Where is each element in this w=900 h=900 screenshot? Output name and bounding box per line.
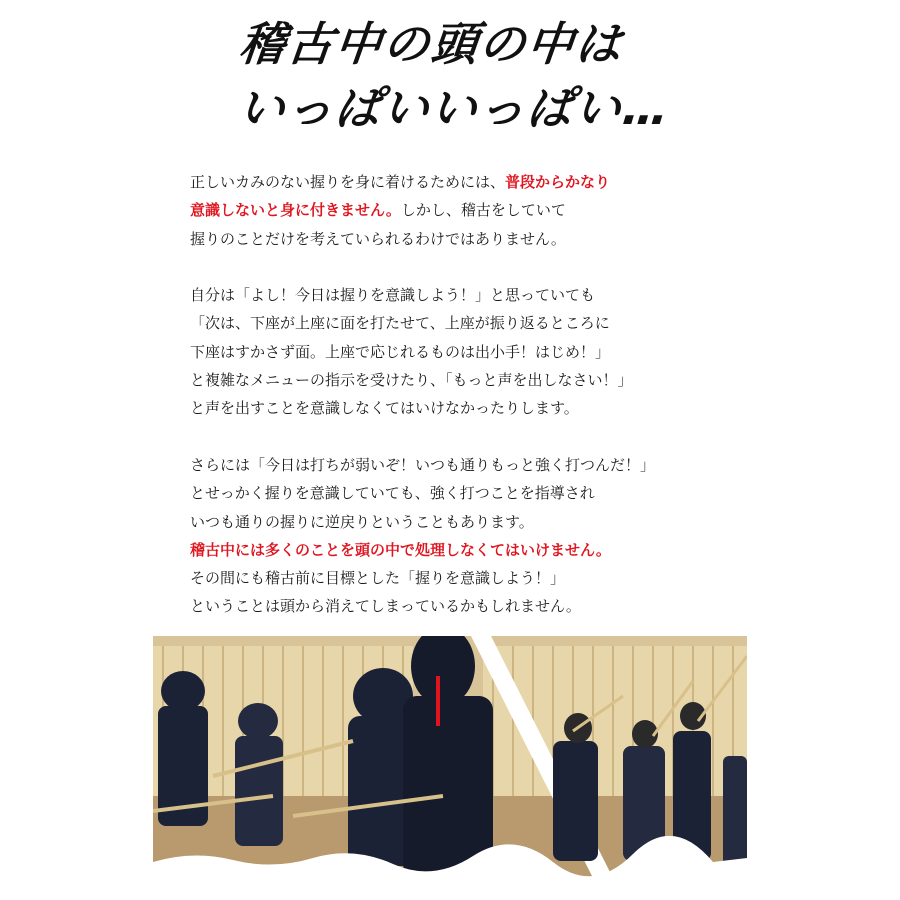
emphasis-text: 普段からかなり: [505, 173, 611, 191]
text-line: [190, 564, 750, 592]
text-line: [190, 394, 750, 422]
paragraph-3: [190, 451, 750, 621]
text-line: [190, 366, 750, 394]
text-line: [190, 479, 750, 507]
text-line: [190, 338, 750, 366]
text-line: [190, 309, 750, 337]
text-segment: その間にも稽古前に目標とした「握りを意識しよう！」: [190, 569, 566, 588]
body-text: [190, 168, 750, 649]
kendo-practice-photo: [153, 636, 747, 878]
text-segment: と声を出すことを意識しなくてはいけなかったりします。: [190, 399, 579, 418]
text-line: [190, 592, 750, 620]
text-line: [190, 168, 750, 196]
text-line: [190, 508, 750, 536]
text-line: [190, 196, 750, 224]
text-line: [190, 536, 750, 564]
text-segment: 下座はすかさず面。上座で応じれるものは出小手！はじめ！」: [190, 342, 611, 361]
headline: [229, 12, 680, 140]
text-segment: 「次は、下座が上座に面を打たせて、上座が振り返るところに: [190, 314, 610, 333]
text-line: [190, 451, 750, 479]
headline-line-2: いっぱいいっぱい…: [235, 81, 674, 135]
emphasis-text: 稽古中には多くのことを頭の中で処理しなくてはいけません。: [190, 540, 611, 559]
text-segment: 自分は「よし！今日は握りを意識しよう！」と思っていても: [190, 286, 596, 305]
text-segment: さらには「今日は打ちが弱いぞ！いつも通りもっと強く打つんだ！」: [190, 455, 656, 474]
paragraph-1: [190, 168, 750, 253]
text-segment: 握りのことだけを考えていられるわけではありません。: [190, 229, 566, 248]
paragraph-2: [190, 281, 750, 422]
text-segment: いつも通りの握りに逆戻りということもあります。: [190, 512, 534, 531]
headline-line-1: 稽古中の頭の中は: [236, 17, 627, 71]
text-segment: しかし、稽古をしていて: [400, 201, 566, 220]
emphasis-text: 意識しないと身に付きません。: [190, 201, 401, 220]
text-segment: と複雑なメニューの指示を受けたり、「もっと声を出しなさい！」: [190, 371, 633, 390]
text-line: [190, 281, 750, 309]
text-line: [190, 225, 750, 253]
text-segment: とせっかく握りを意識していても、強く打つことを指導され: [190, 484, 595, 503]
photo-illustration: [153, 636, 747, 878]
text-segment: ということは頭から消えてしまっているかもしれません。: [190, 597, 581, 616]
text-segment: 正しいカみのない握りを身に着けるためには、: [190, 173, 506, 191]
